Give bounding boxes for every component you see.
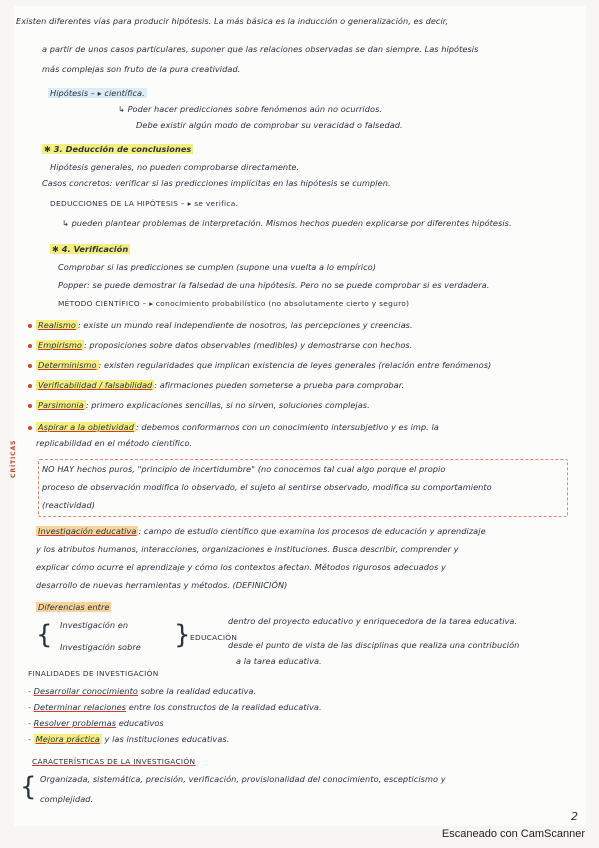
bullet-dot <box>28 324 32 328</box>
text-line: Investigación en <box>60 620 129 630</box>
scanner-watermark: Escaneado con CamScanner <box>441 828 585 840</box>
text-line: Popper: se puede demostrar la falsedad de una hipótesis. Pero no se puede comprobar si es verdadera. <box>58 280 490 290</box>
bullet-dot <box>28 364 32 368</box>
bullet-dot <box>28 384 32 388</box>
section-heading: ✱ 4. Verificación <box>52 244 129 254</box>
text-line: a partir de unos casos particulares, suponer que las relaciones observadas se dan siempre. Las hipótesis <box>42 44 479 54</box>
bullet-dot <box>28 426 32 430</box>
notebook-page <box>10 6 586 826</box>
bullet-item: Empirismo : proposiciones sobre datos observables (medibles) y demostrarse con hechos. <box>38 340 413 350</box>
bullet-item: Parsimonia : primero explicaciones sencillas, si no sirven, soluciones complejas. <box>38 400 370 410</box>
text-line: Organizada, sistemática, precisión, verificación, provisionalidad del conocimiento, escepticismo y <box>40 774 446 784</box>
text-line: (reactividad) <box>42 500 95 510</box>
text-line: y los atributos humanos, interacciones, organizaciones e instituciones. Busca describir, comprender y <box>36 544 459 554</box>
text-line: Casos concretos: verificar si las predicciones implícitas en las hipótesis se cumplen. <box>42 178 391 188</box>
text-line: más complejas son fruto de la pura creatividad. <box>42 64 241 74</box>
bullet-item: Verificabilidad / falsabilidad : afirmaciones pueden someterse a prueba para comprobar. <box>38 380 405 390</box>
section-heading: Diferencias entre <box>38 602 110 612</box>
criticas-label: CRÍTICAS <box>10 439 17 478</box>
educacion-label: EDUCACIÓN <box>190 633 238 642</box>
text-line: proceso de observación modifica lo observado, el sujeto al sentirse observado, modifica su comportamiento <box>42 482 492 492</box>
text-line: explicar cómo ocurre el aprendizaje y cómo los contextos afectan. Métodos rigurosos adecuados y <box>36 562 446 572</box>
brace-icon: { <box>20 772 37 802</box>
text-line: Existen diferentes vías para producir hipótesis. La más básica es la inducción o generalización, es decir, <box>16 16 449 26</box>
bullet-item: Realismo : existe un mundo real independiente de nosotros, las percepciones y creencias. <box>38 320 413 330</box>
text-line: replicabilidad en el método científico. <box>36 438 193 448</box>
text-line: Debe existir algún modo de comprobar su veracidad o falsedad. <box>136 120 403 130</box>
list-item: - Determinar relaciones entre los constructos de la realidad educativa. <box>28 702 322 712</box>
text-line: ↳ pueden plantear problemas de interpretación. Mismos hechos pueden explicarse por diferentes hipótesis. <box>62 218 512 228</box>
text-line: Investigación sobre <box>60 642 141 652</box>
text-line: Investigación educativa : campo de estudio científico que examina los procesos de educación y aprendizaje <box>38 526 486 536</box>
bullet-dot <box>28 404 32 408</box>
text-line: Hipótesis generales, no pueden comprobarse directamente. <box>50 162 300 172</box>
list-item: - Mejora práctica y las instituciones educativas. <box>28 734 230 744</box>
brace-icon: { <box>36 620 53 650</box>
text-line: a la tarea educativa. <box>236 656 322 666</box>
text-line: Comprobar si las predicciones se cumplen (supone una vuelta a lo empírico) <box>58 262 376 272</box>
text-line: desarrollo de nuevas herramientas y métodos. (DEFINICIÓN) <box>36 580 288 590</box>
section-heading: FINALIDADES DE INVESTIGACIÓN <box>28 669 159 678</box>
bullet-item: Aspirar a la objetividad : debemos conformarnos con un conocimiento intersubjetivo y es imp. la <box>38 422 439 432</box>
text-line: complejidad. <box>40 794 94 804</box>
bullet-item: Determinismo : existen regularidades que implican existencia de leyes generales (relación entre fenómenos) <box>38 360 492 370</box>
list-item: - Resolver problemas educativos <box>28 718 164 728</box>
text-line <box>48 88 147 99</box>
brace-icon: } <box>174 620 191 650</box>
text-line: desde el punto de vista de las disciplinas que realiza una contribución <box>228 640 520 650</box>
section-heading: ✱ 3. Deducción de conclusiones <box>44 144 192 154</box>
text-line: NO HAY hechos puros, "principio de incertidumbre" (no conocemos tal cual algo porque el propio <box>42 464 446 474</box>
section-heading: CARACTERÍSTICAS DE LA INVESTIGACIÓN <box>32 757 196 766</box>
page-number: 2 <box>571 810 578 823</box>
text-line: ↳ Poder hacer predicciones sobre fenómenos aún no ocurridos. <box>118 104 383 114</box>
bullet-dot <box>28 344 32 348</box>
hipotesis-label: Hipótesis – ▸ científica. <box>50 88 145 98</box>
text-line: dentro del proyecto educativo y enriquecedora de la tarea educativa. <box>228 616 518 626</box>
text-line: MÉTODO CIENTÍFICO – ▸ conocimiento probabilístico (no absolutamente cierto y seguro) <box>58 299 410 308</box>
list-item: - Desarrollar conocimiento sobre la realidad educativa. <box>28 686 257 696</box>
text-line: DEDUCCIONES DE LA HIPÓTESIS – ▸ se verifica. <box>50 199 239 208</box>
